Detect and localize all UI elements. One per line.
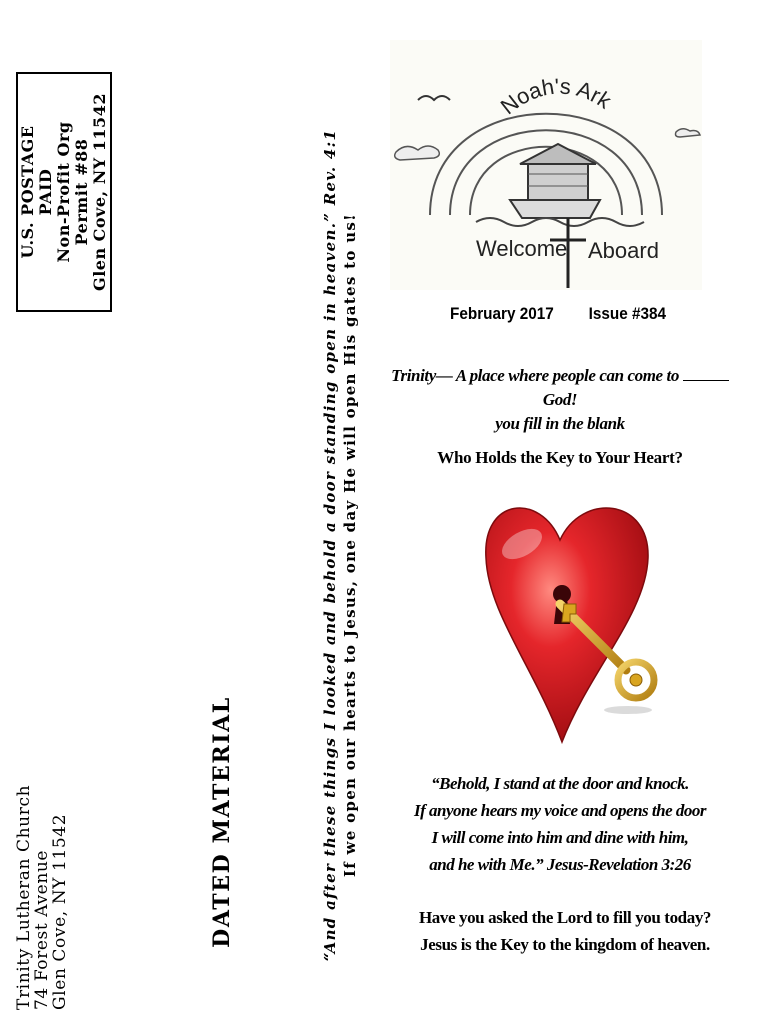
quote-line-3: I will come into him and dine with him, bbox=[431, 828, 689, 847]
tagline-line-2: you fill in the blank bbox=[495, 414, 625, 433]
verse-line-2: If we open our hearts to Jesus, one day He will open His gates to us! bbox=[341, 212, 359, 878]
logo-welcome: Welcome bbox=[476, 236, 568, 261]
return-address-name: Trinity Lutheran Church bbox=[14, 784, 34, 1010]
postage-line-4: Permit #88 bbox=[72, 138, 91, 246]
quote-line-4: and he with Me.” Jesus-Revelation 3:26 bbox=[429, 855, 691, 874]
tagline-suffix: God! bbox=[542, 390, 578, 409]
quote-line-2: If anyone hears my voice and opens the door bbox=[413, 801, 707, 820]
issue-date: February 2017 bbox=[450, 304, 554, 323]
scripture-quote bbox=[400, 770, 720, 878]
closing-message bbox=[400, 904, 730, 958]
article-headline: Who Holds the Key to Your Heart? bbox=[437, 448, 683, 467]
logo-title: Noah's Ark bbox=[495, 73, 616, 120]
noahs-ark-logo bbox=[390, 40, 702, 290]
fill-in-blank bbox=[683, 366, 729, 381]
logo-aboard: Aboard bbox=[588, 238, 659, 263]
dated-material-label: DATED MATERIAL bbox=[209, 696, 235, 948]
return-address-city: Glen Cove, NY 11542 bbox=[50, 813, 70, 1010]
postage-line-5: Glen Cove, NY 11542 bbox=[90, 93, 109, 291]
heart-with-key-image bbox=[478, 492, 664, 756]
postage-line-2: PAID bbox=[36, 168, 55, 216]
closing-line-2: Jesus is the Key to the kingdom of heaven. bbox=[420, 935, 710, 954]
rotated-verse bbox=[320, 95, 360, 995]
verse-line-1: “And after these things I looked and behold a door standing open in heaven.” Rev. 4:1 bbox=[321, 128, 339, 962]
noahs-ark-illustration bbox=[390, 40, 702, 290]
issue-number: Issue #384 bbox=[588, 304, 666, 323]
postage-indicia-text bbox=[19, 74, 109, 310]
return-address bbox=[15, 760, 69, 1010]
tagline-prefix: Trinity— A place where people can come to bbox=[391, 366, 683, 385]
postage-indicia-box bbox=[16, 72, 112, 312]
issue-line bbox=[450, 304, 666, 324]
closing-line-1: Have you asked the Lord to fill you today? bbox=[418, 908, 712, 927]
quote-line-1: “Behold, I stand at the door and knock. bbox=[431, 774, 689, 793]
postage-line-3: Non-Profit Org bbox=[54, 121, 73, 263]
return-address-street: 74 Forest Avenue bbox=[32, 849, 52, 1010]
tagline-line-1 bbox=[390, 364, 730, 412]
tagline bbox=[390, 364, 730, 436]
heart-key-icon bbox=[478, 492, 664, 756]
postage-line-1: U.S. POSTAGE bbox=[18, 125, 37, 259]
